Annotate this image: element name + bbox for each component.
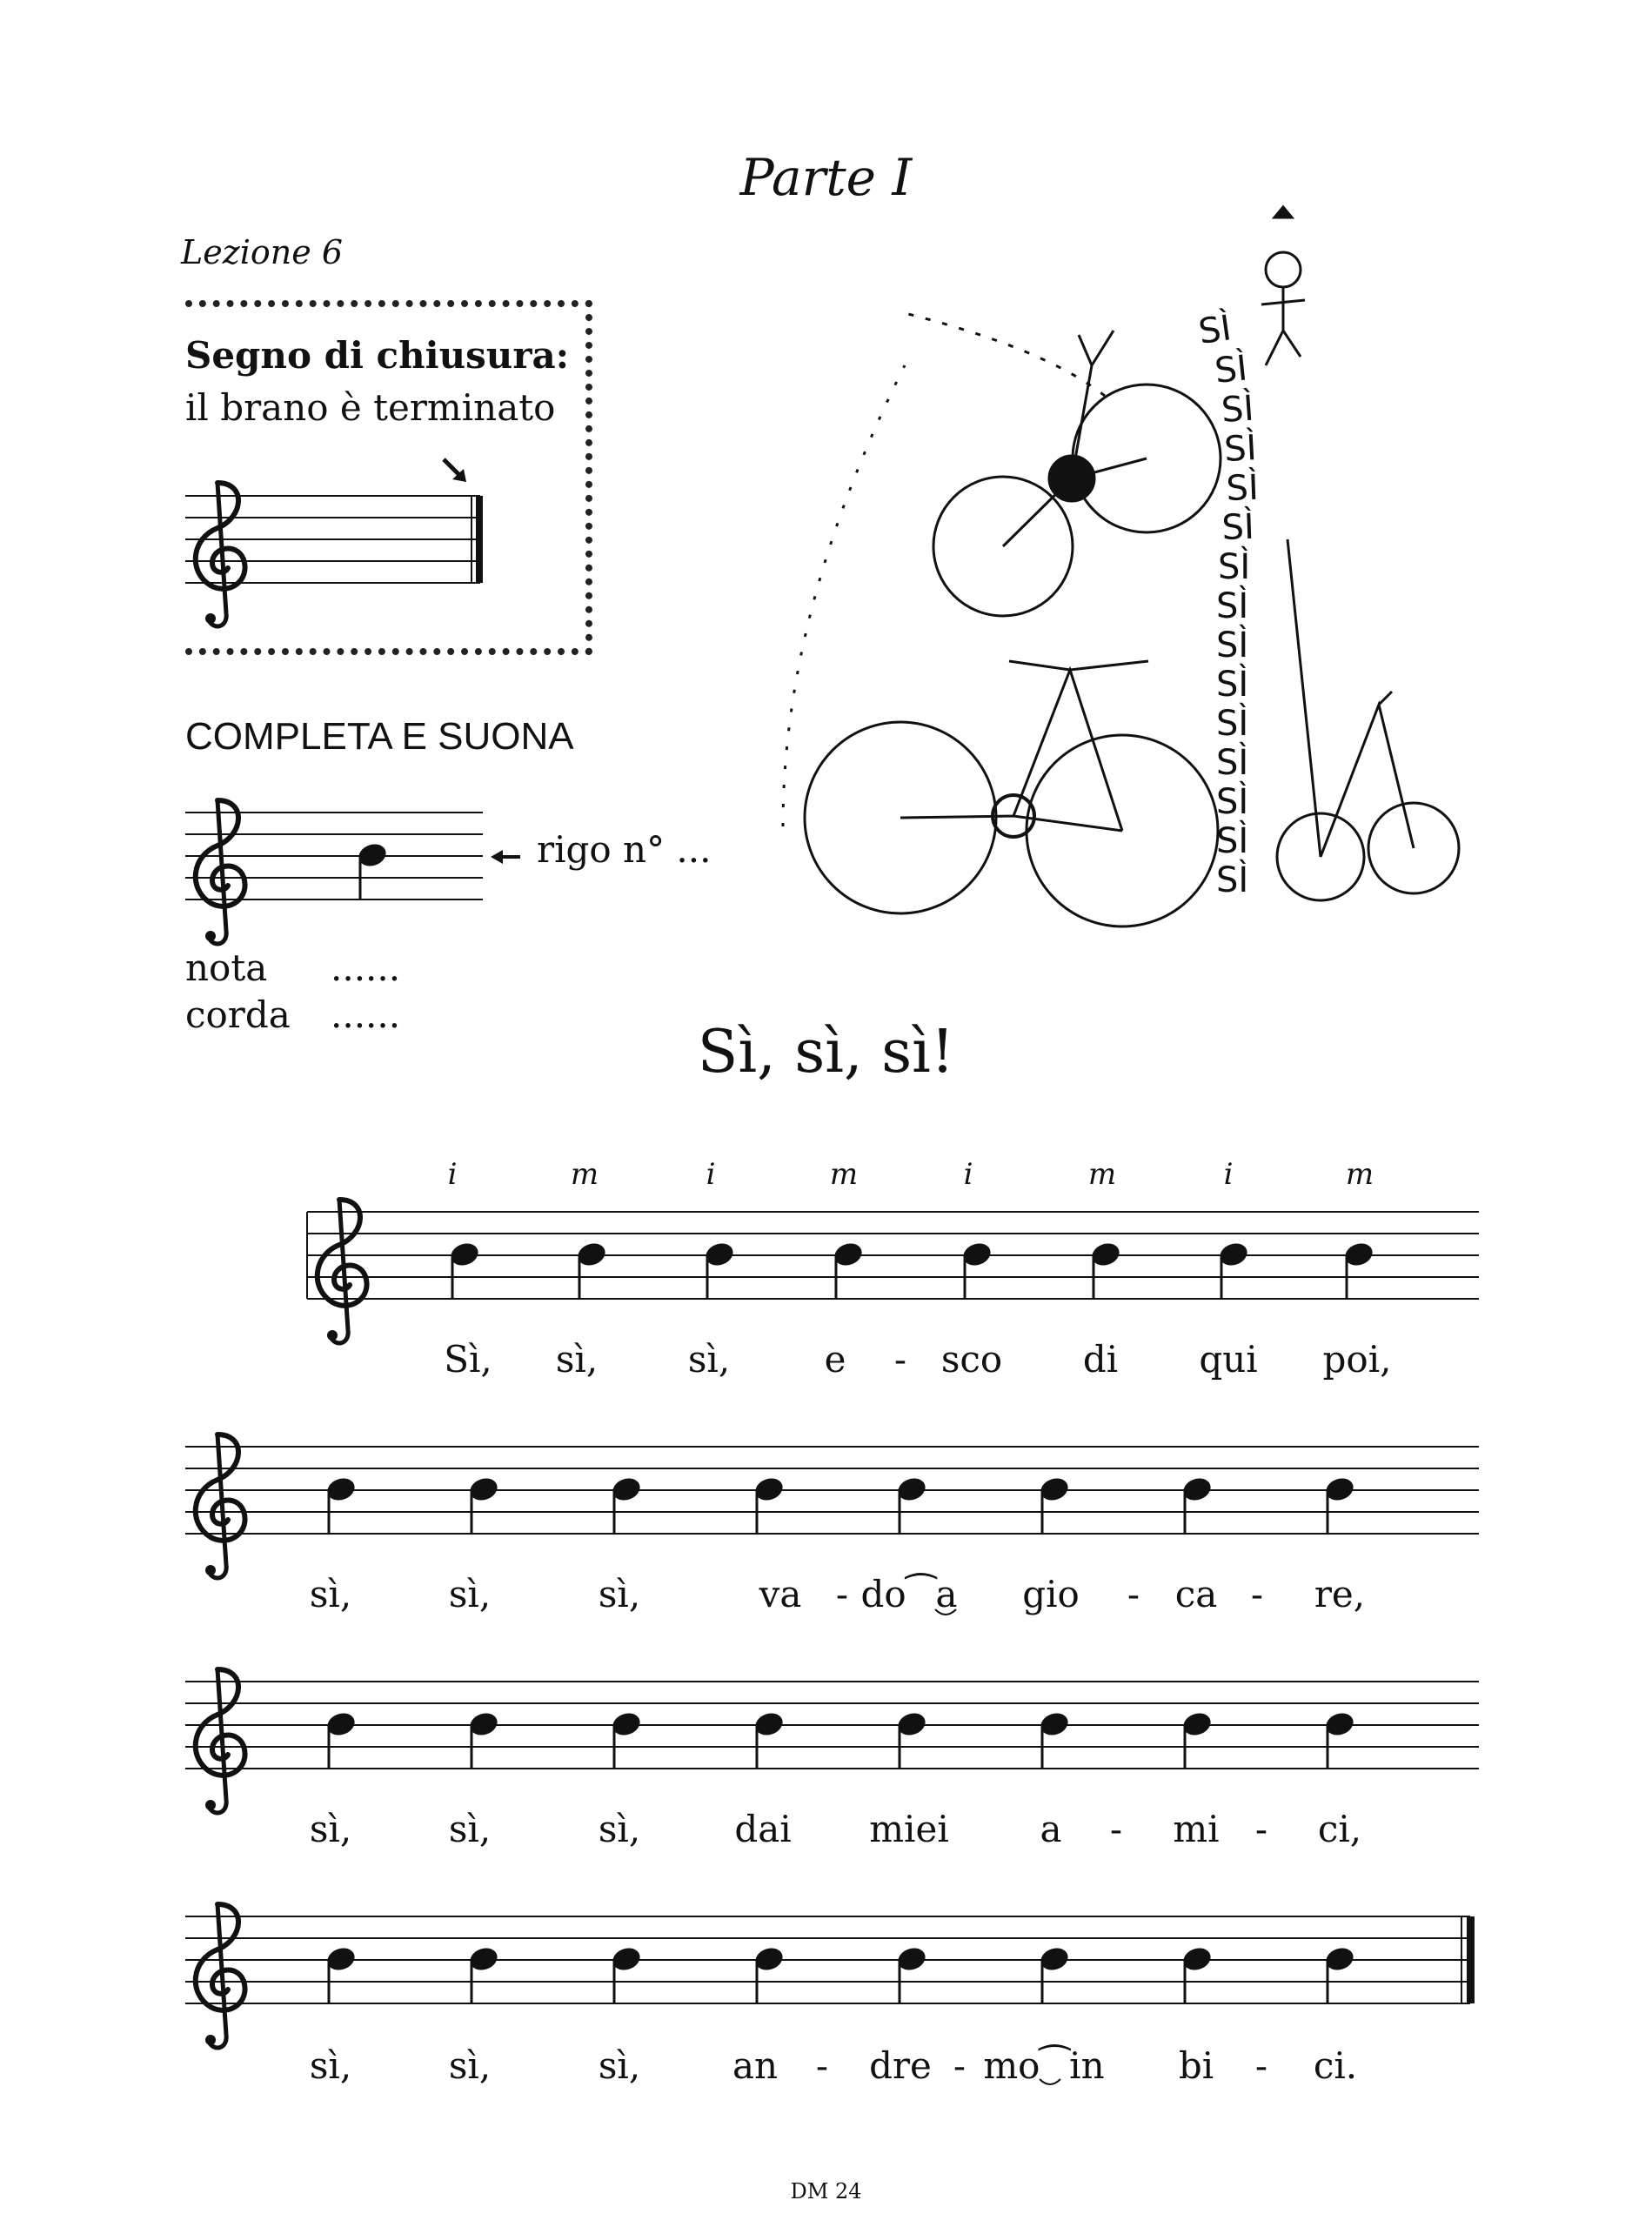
note-head <box>1323 1475 1356 1535</box>
note-head <box>610 1944 643 2004</box>
lyric-syllable: sì, <box>448 2044 492 2087</box>
lyric-hyphen: - <box>835 1573 849 1615</box>
fingering-mark: m <box>829 1157 859 1192</box>
string-blank: ...... <box>331 993 401 1036</box>
lyric-syllable: poi, <box>1322 1338 1392 1381</box>
note-head <box>575 1240 608 1300</box>
note-head <box>467 1709 500 1769</box>
lyric-hyphen: - <box>1254 1808 1268 1850</box>
final-barline-icon <box>476 496 483 583</box>
note-head <box>1180 1944 1214 2004</box>
string-label: corda <box>185 993 291 1036</box>
note-head <box>448 1240 481 1300</box>
svg-text:SÌ: SÌ <box>1216 743 1249 783</box>
note-head <box>832 1240 865 1300</box>
note-head <box>895 1944 928 2004</box>
elision-tie-icon <box>1040 2079 1060 2084</box>
lyric-syllable: sì, <box>309 1808 352 1850</box>
note-head <box>895 1709 928 1769</box>
bicycles-illustration <box>783 313 1459 926</box>
lyric-syllable: di <box>1082 1338 1119 1381</box>
note-head <box>895 1475 928 1535</box>
note-head <box>1323 1709 1356 1769</box>
svg-text:SÌ: SÌ <box>1216 665 1249 705</box>
lyric-syllable: va <box>759 1573 802 1615</box>
note-head <box>324 1944 358 2004</box>
note-head <box>610 1709 643 1769</box>
note-head <box>610 1475 643 1535</box>
svg-text:SÌ: SÌ <box>1218 547 1251 587</box>
lyric-syllable: sì, <box>598 1573 641 1615</box>
svg-text:SÌ: SÌ <box>1220 388 1255 431</box>
note-head <box>752 1944 786 2004</box>
elision-tie-icon <box>935 1609 956 1615</box>
svg-text:SÌ: SÌ <box>1216 782 1249 822</box>
lyric-syllable: re, <box>1314 1573 1366 1615</box>
note-head <box>752 1709 786 1769</box>
closure-sign-subtitle: il brano è terminato <box>185 386 556 429</box>
closure-sign-title: Segno di chiusura: <box>185 334 570 377</box>
lyric-syllable: bi <box>1178 2044 1214 2087</box>
lyric-hyphen: - <box>1127 1573 1140 1615</box>
note-head <box>1038 1944 1071 2004</box>
staff-reference-label: rigo n° ... <box>537 828 712 871</box>
note-head <box>1038 1475 1071 1535</box>
lyric-hyphen: - <box>893 1338 907 1381</box>
svg-text:SÌ: SÌ <box>1216 860 1249 900</box>
exercise-staff <box>185 800 520 944</box>
left-arrow-icon <box>491 850 520 864</box>
lyric-syllable: qui <box>1199 1338 1258 1381</box>
lyric-hyphen: - <box>1250 1573 1264 1615</box>
lyric-syllable: Sì, <box>444 1338 492 1381</box>
note-head <box>1180 1475 1214 1535</box>
note-label: nota <box>185 946 268 989</box>
lyric-hyphen: - <box>1254 2044 1268 2087</box>
closure-demo-staff <box>185 459 483 626</box>
lyric-syllable: sì, <box>448 1573 492 1615</box>
lyric-syllable: sì, <box>598 1808 641 1850</box>
svg-text:SÌ: SÌ <box>1225 467 1260 509</box>
svg-text:SÌ: SÌ <box>1216 625 1249 665</box>
lyric-syllable: mo⁀in <box>983 2044 1105 2087</box>
lyric-syllable: gio <box>1022 1573 1080 1615</box>
svg-text:SÌ: SÌ <box>1216 586 1249 626</box>
page-code: DM 24 <box>790 2179 862 2204</box>
lyric-syllable: sì, <box>309 1573 352 1615</box>
rider-character <box>1261 207 1305 365</box>
treble-clef-icon <box>196 483 245 626</box>
treble-clef-icon <box>318 1200 367 1343</box>
music-staff-1 <box>307 1200 1479 1343</box>
character-head-icon <box>1266 252 1301 287</box>
svg-text:SÌ: SÌ <box>1223 428 1258 470</box>
lyric-syllable: sì, <box>687 1338 731 1381</box>
note-head <box>1342 1240 1375 1300</box>
note-head <box>752 1475 786 1535</box>
lyric-syllable: ci. <box>1313 2044 1358 2087</box>
music-staff-3 <box>185 1669 1479 1813</box>
treble-clef-icon <box>196 800 245 944</box>
part-title: Parte I <box>739 148 913 207</box>
lyric-syllable: do⁀a <box>860 1573 958 1615</box>
note-head <box>1038 1709 1071 1769</box>
fingering-mark: m <box>570 1157 599 1192</box>
fingering-mark: i <box>447 1157 458 1192</box>
lyric-hyphen: - <box>1109 1808 1123 1850</box>
lyric-syllable: miei <box>869 1808 949 1850</box>
note-head <box>1089 1240 1122 1300</box>
fingering-mark: m <box>1345 1157 1374 1192</box>
fingering-mark: m <box>1087 1157 1117 1192</box>
lyric-hyphen: - <box>953 2044 966 2087</box>
lyric-syllable: dre <box>869 2044 932 2087</box>
svg-text:SÌ: SÌ <box>1213 348 1250 391</box>
note-head <box>960 1240 993 1300</box>
lesson-label: Lezione 6 <box>181 233 343 271</box>
svg-text:SÌ: SÌ <box>1216 821 1249 861</box>
music-staff-4 <box>185 1904 1475 2084</box>
lyric-hyphen: - <box>815 2044 829 2087</box>
lyric-syllable: sì, <box>448 1808 492 1850</box>
lyric-syllable: dai <box>734 1808 792 1850</box>
note-head <box>703 1240 736 1300</box>
lyric-syllable: an <box>732 2044 779 2087</box>
fingering-mark: i <box>1223 1157 1234 1192</box>
svg-text:SÌ: SÌ <box>1216 704 1249 744</box>
si-cascade <box>1196 306 1260 900</box>
lyric-syllable: ci, <box>1317 1808 1362 1850</box>
lyric-syllable: sì, <box>598 2044 641 2087</box>
exercise-title: COMPLETA E SUONA <box>185 715 574 758</box>
fingering-mark: i <box>706 1157 716 1192</box>
note-head <box>467 1944 500 2004</box>
treble-clef-icon <box>196 1904 245 2048</box>
fingering-mark: i <box>963 1157 973 1192</box>
svg-text:SÌ: SÌ <box>1221 506 1255 548</box>
lyric-syllable: sì, <box>555 1338 599 1381</box>
lyric-syllable: ca <box>1174 1573 1218 1615</box>
arrow-icon <box>444 459 466 482</box>
song-title: Sì, sì, sì! <box>697 1018 955 1087</box>
note-head <box>467 1475 500 1535</box>
note-head <box>356 840 389 900</box>
lyric-syllable: mi <box>1173 1808 1220 1850</box>
music-staff-2 <box>185 1435 1479 1615</box>
treble-clef-icon <box>196 1435 245 1578</box>
note-head <box>1217 1240 1250 1300</box>
treble-clef-icon <box>196 1669 245 1813</box>
svg-text:SÌ: SÌ <box>1195 308 1234 352</box>
note-head <box>1323 1944 1356 2004</box>
note-head <box>324 1709 358 1769</box>
note-blank: ...... <box>331 946 401 989</box>
note-head <box>324 1475 358 1535</box>
lyric-syllable: sco <box>940 1338 1003 1381</box>
lyric-syllable: a <box>1040 1808 1062 1850</box>
note-head <box>1180 1709 1214 1769</box>
lyric-syllable: sì, <box>309 2044 352 2087</box>
lyric-syllable: e <box>824 1338 846 1381</box>
final-barline-icon <box>1467 1916 1475 2003</box>
